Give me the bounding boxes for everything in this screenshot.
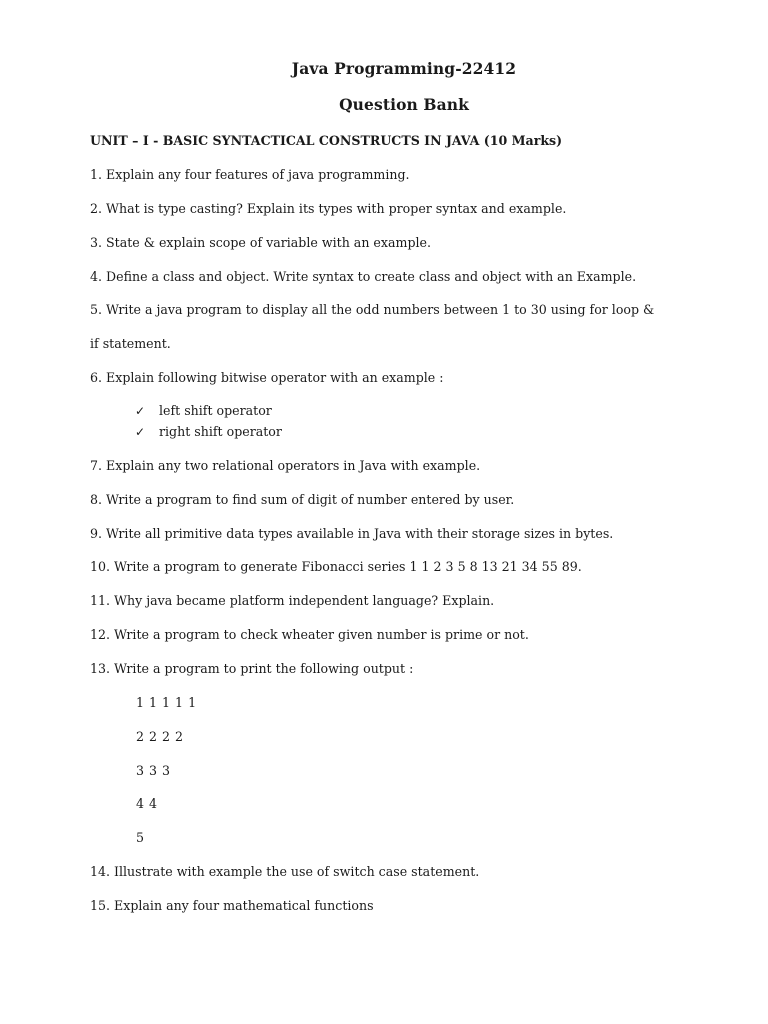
document-subtitle: Question Bank: [339, 95, 469, 114]
pattern-row-5: 5: [136, 830, 145, 845]
unit-heading: UNIT – I - BASIC SYNTACTICAL CONSTRUCTS IN JAVA (10 Marks): [90, 133, 563, 148]
bitwise-item-left-shift: [135, 403, 272, 418]
question-15: 15. Explain any four mathematical functions: [90, 898, 374, 913]
question-4: 4. Define a class and object. Write syntax to create class and object with an Example.: [90, 269, 637, 284]
question-11: 11. Why java became platform independent language? Explain.: [90, 593, 495, 608]
pattern-row-2: 2 2 2 2: [136, 729, 184, 744]
check-icon: ✓: [135, 425, 146, 439]
question-13: 13. Write a program to print the following output :: [90, 661, 414, 676]
bitwise-item-label: right shift operator: [159, 424, 282, 439]
pattern-row-1: 1 1 1 1 1: [136, 695, 197, 710]
bitwise-item-right-shift: [135, 424, 282, 439]
question-3: 3. State & explain scope of variable with an example.: [90, 235, 431, 250]
document-title: Java Programming-22412: [291, 59, 517, 78]
question-7: 7. Explain any two relational operators in Java with example.: [90, 458, 481, 473]
question-2: 2. What is type casting? Explain its types with proper syntax and example.: [90, 201, 567, 216]
question-9: 9. Write all primitive data types available in Java with their storage sizes in bytes.: [90, 526, 614, 541]
check-icon: ✓: [135, 404, 146, 418]
question-14: 14. Illustrate with example the use of switch case statement.: [90, 864, 480, 879]
pattern-row-3: 3 3 3: [136, 763, 171, 778]
question-5-continued: if statement.: [90, 336, 171, 351]
question-6: 6. Explain following bitwise operator with an example :: [90, 370, 444, 385]
question-10: 10. Write a program to generate Fibonacci series 1 1 2 3 5 8 13 21 34 55 89.: [90, 559, 582, 574]
question-1: 1. Explain any four features of java programming.: [90, 167, 410, 182]
pattern-row-4: 4 4: [136, 796, 158, 811]
question-8: 8. Write a program to find sum of digit of number entered by user.: [90, 492, 515, 507]
question-12: 12. Write a program to check wheater given number is prime or not.: [90, 627, 529, 642]
question-5: 5. Write a java program to display all the odd numbers between 1 to 30 using for loop &: [90, 302, 655, 317]
bitwise-item-label: left shift operator: [159, 403, 272, 418]
